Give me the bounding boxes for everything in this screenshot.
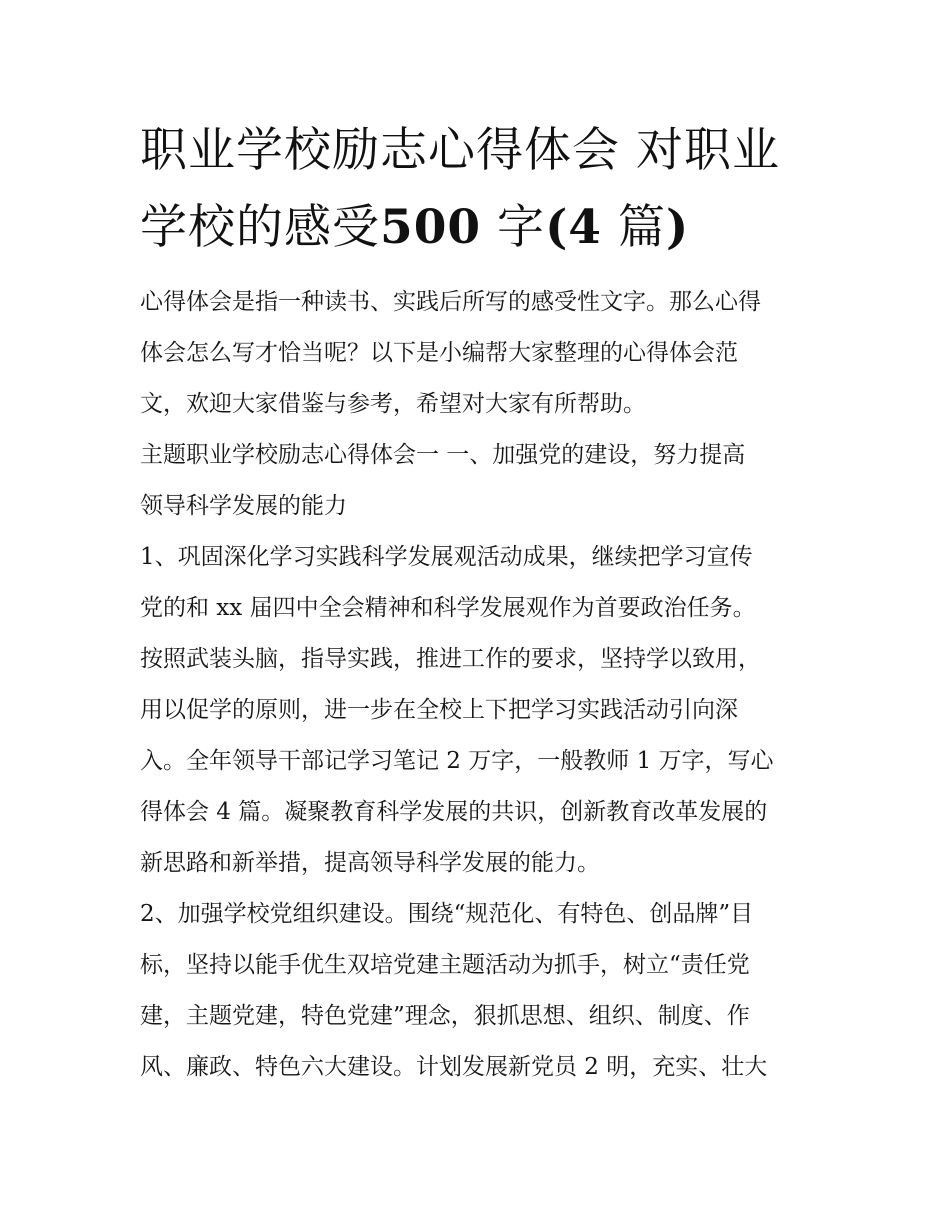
body-line: 心得体会是指一种读书、实践后所写的感受性文字。那么心得: [140, 289, 761, 315]
body-line: 党的和 xx 届四中全会精神和科学发展观作为首要政治任务。: [140, 595, 756, 621]
body-line: 建，主题党建，特色党建”理念，狠抓思想、组织、制度、作: [140, 1003, 750, 1029]
body-line: 体会怎么写才恰当呢？以下是小编帮大家整理的心得体会范: [140, 340, 738, 366]
body-line: 标，坚持以能手优生双培党建主题活动为抓手，树立“责任党: [140, 952, 750, 978]
title-number: (4: [545, 200, 603, 255]
title-text: 字: [481, 200, 546, 255]
body-line: 入。全年领导干部记学习笔记 2 万字，一般教师 1 万字，写心: [140, 748, 774, 774]
body-line: 文，欢迎大家借鉴与参考，希望对大家有所帮助。: [140, 391, 646, 417]
title-paren: ): [665, 200, 690, 255]
title-line-1: 职业学校励志心得体会 对职业: [140, 123, 780, 178]
body-line: 用以促学的原则，进一步在全校上下把学习实践活动引向深: [140, 697, 738, 723]
body-line: 领导科学发展的能力: [140, 493, 347, 519]
title-text: 学校的感受: [140, 200, 380, 255]
body-line: 按照武装头脑，指导实践，推进工作的要求，坚持学以致用，: [140, 646, 761, 672]
body-line: 新思路和新举措，提高领导科学发展的能力。: [140, 850, 600, 876]
document-title: [140, 112, 830, 266]
title-line-2: [140, 189, 830, 266]
document-body: [140, 280, 830, 1096]
body-line: 2、加强学校党组织建设。围绕“规范化、有特色、创品牌”目: [140, 901, 754, 927]
title-text: 篇: [602, 200, 666, 255]
body-line: 1、巩固深化学习实践科学发展观活动成果，继续把学习宣传: [140, 544, 753, 570]
body-line: 得体会 4 篇。凝聚教育科学发展的共识，创新教育改革发展的: [140, 799, 768, 825]
title-number: 500: [380, 200, 482, 255]
body-line: 风、廉政、特色六大建设。计划发展新党员 2 明，充实、壮大: [140, 1054, 768, 1080]
body-line: 主题职业学校励志心得体会一 一、加强党的建设，努力提高: [140, 442, 746, 468]
